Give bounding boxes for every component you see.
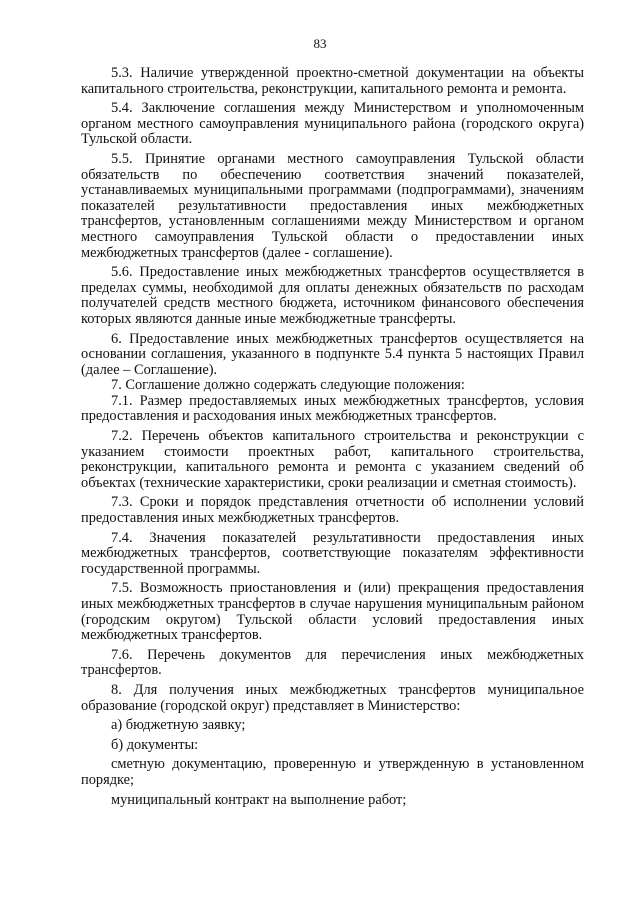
paragraph-7-5: 7.5. Возможность приостановления и (или) прекращения предоставления иных межбюджетных трансфертов в случае нарушения муниципальным районом (городским округом) Тульской области условий предоставления иных межбюджетных трансфертов. <box>81 580 584 644</box>
paragraph-5-5: 5.5. Принятие органами местного самоуправления Тульской области обязательств по обеспечению соответствия значений показателей, устанавливаемых муниципальными программами (подпрограммами), значениям показателей результативности предоставления иных межбюджетных трансфертов, установленным соглашениями между Министерством и органом местного самоуправления Тульской области о предоставлении иных межбюджетных трансфертов (далее - соглашение). <box>81 150 584 261</box>
paragraph-5-3: 5.3. Наличие утвержденной проектно-сметной документации на объекты капитального строительства, реконструкции, капитального ремонта и ремонта. <box>81 65 584 97</box>
paragraph-7-3: 7.3. Сроки и порядок представления отчетности об исполнении условий предоставления иных межбюджетных трансфертов. <box>81 494 584 527</box>
document-body <box>81 66 584 812</box>
paragraph-7: 7. Соглашение должно содержать следующие положения: <box>111 377 465 394</box>
paragraph-8: 8. Для получения иных межбюджетных трансфертов муниципальное образование (городской округ) представляет в Министерство: <box>81 681 584 714</box>
list-item-a: а) бюджетную заявку; <box>111 717 246 734</box>
paragraph-7-1: 7.1. Размер предоставляемых иных межбюджетных трансфертов, условия предоставления и расходования иных межбюджетных трансфертов. <box>81 392 584 425</box>
paragraph-5-4: 5.4. Заключение соглашения между Министерством и уполномоченным органом местного самоуправления муниципального района (городского округа) Тульской области. <box>81 100 584 148</box>
list-item-b: б) документы: <box>111 736 199 753</box>
list-item-estimate-docs: сметную документацию, проверенную и утвержденную в установленном порядке; <box>81 756 584 788</box>
paragraph-5-6: 5.6. Предоставление иных межбюджетных трансфертов осуществляется в пределах суммы, необходимой для оплаты денежных обязательств по расходам получателей средств местного бюджета, источником финансового обеспечения которых являются данные иные межбюджетные трансферты. <box>81 264 584 327</box>
paragraph-7-6: 7.6. Перечень документов для перечисления иных межбюджетных трансфертов. <box>81 646 584 679</box>
list-item-municipal-contract: муниципальный контракт на выполнение работ; <box>111 791 407 808</box>
paragraph-6: 6. Предоставление иных межбюджетных трансфертов осуществляется на основании соглашения, указанного в подпункте 5.4 пункта 5 настоящих Правил (далее – Соглашение). <box>81 330 584 378</box>
page-number: 83 <box>313 36 327 51</box>
paragraph-7-4: 7.4. Значения показателей результативности предоставления иных межбюджетных трансфертов, соответствующие показателям эффективности государственной программы. <box>81 529 584 577</box>
paragraph-7-2: 7.2. Перечень объектов капитального строительства и реконструкции с указанием стоимости проектных работ, капитального строительства, реконструкции, капитального ремонта и ремонта с указанием сведений об объектах (технические характеристики, сроки реализации и сметная стоимость). <box>81 428 584 491</box>
